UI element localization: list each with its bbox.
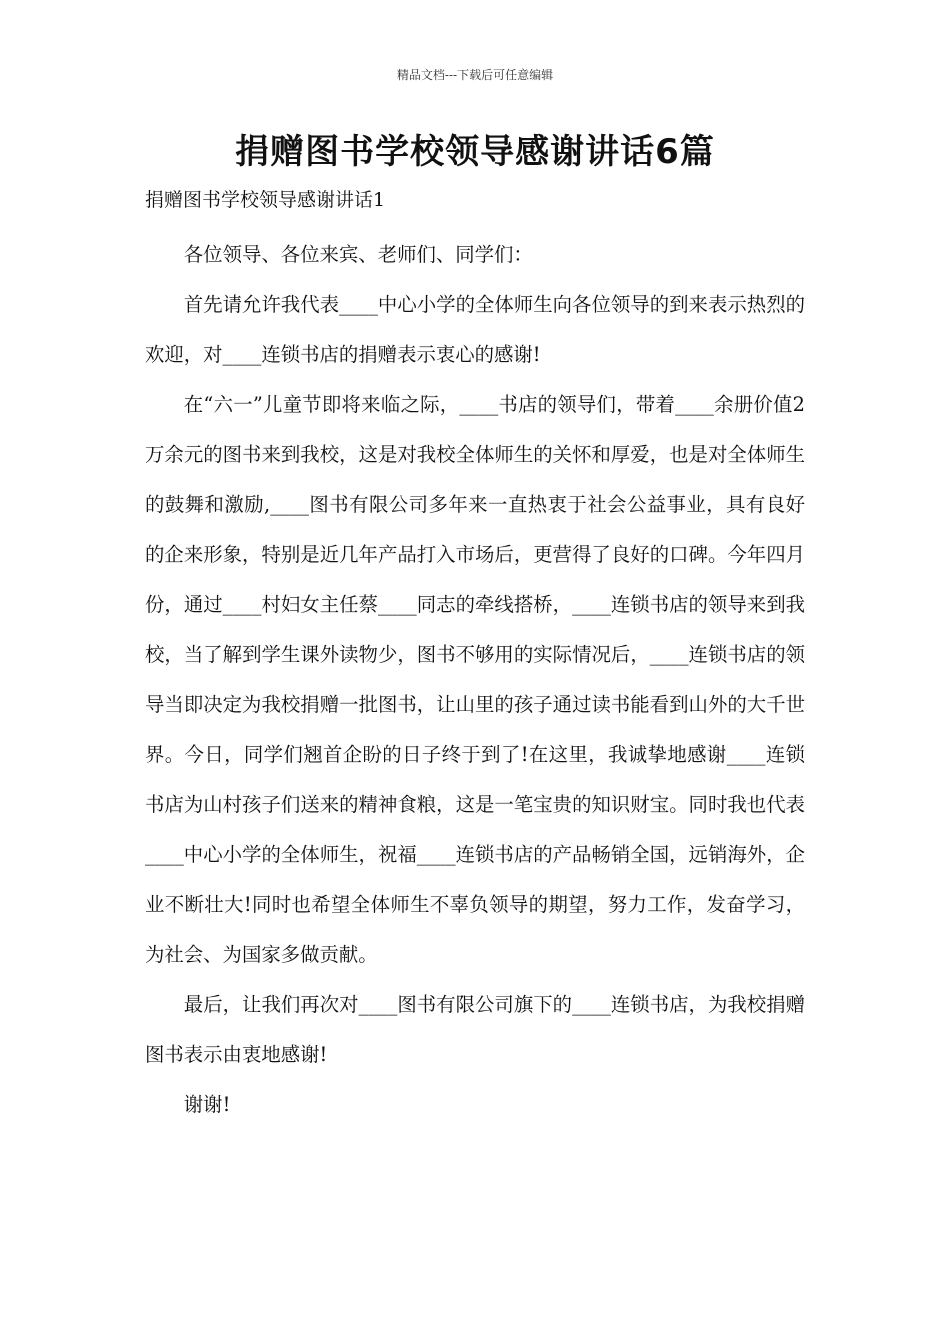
salutation-paragraph: 各位领导、各位来宾、老师们、同学们： (183, 243, 533, 266)
welcome-paragraph: 首先请允许我代表____中心小学的全体师生向各位领导的到来表示热烈的欢迎，对____连锁书店的捐赠表示衷心的感谢! (145, 293, 805, 366)
closing-paragraph: 最后，让我们再次对____图书有限公司旗下的____连锁书店，为我校捐赠图书表示由衷地感谢! (145, 993, 805, 1066)
section-heading: 捐赠图书学校领导感谢讲话1 (145, 189, 386, 211)
thanks-paragraph: 谢谢! (183, 1093, 231, 1116)
header-note: 精品文档---下载后可任意编辑 (396, 68, 554, 82)
document-title: 捐赠图书学校领导感谢讲话6篇 (235, 132, 715, 172)
main-paragraph: 在“六一”儿童节即将来临之际，____书店的领导们，带着____余册价值2万余元的图书来到我校，这是对我校全体师生的关怀和厚爱，也是对全体师生的鼓舞和激励,____图书有限公司多年来一直热衷于社会公益事业，具有良好的企来形象，特别是近几年产品打入市场后，更营得了良好的口碑。今年四月份，通过____村妇女主任蔡____同志的牵线搭桥，____连锁书店的领导来到我校，当了解到学生课外读物少，图书不够用的实际情况后，____连锁书店的领导当即决定为我校捐赠一批图书，让山里的孩子通过读书能看到山外的大千世界。今日，同学们翘首企盼的日子终于到了!在这里，我诚挚地感谢____连锁书店为山村孩子们送来的精神食粮，这是一笔宝贵的知识财宝。同时我也代表____中心小学的全体师生，祝福____连锁书店的产品畅销全国，远销海外，企业不断壮大!同时也希望全体师生不辜负领导的期望，努力工作，发奋学习，为社会、为国家多做贡献。 (145, 393, 805, 966)
document-body (145, 230, 805, 1130)
